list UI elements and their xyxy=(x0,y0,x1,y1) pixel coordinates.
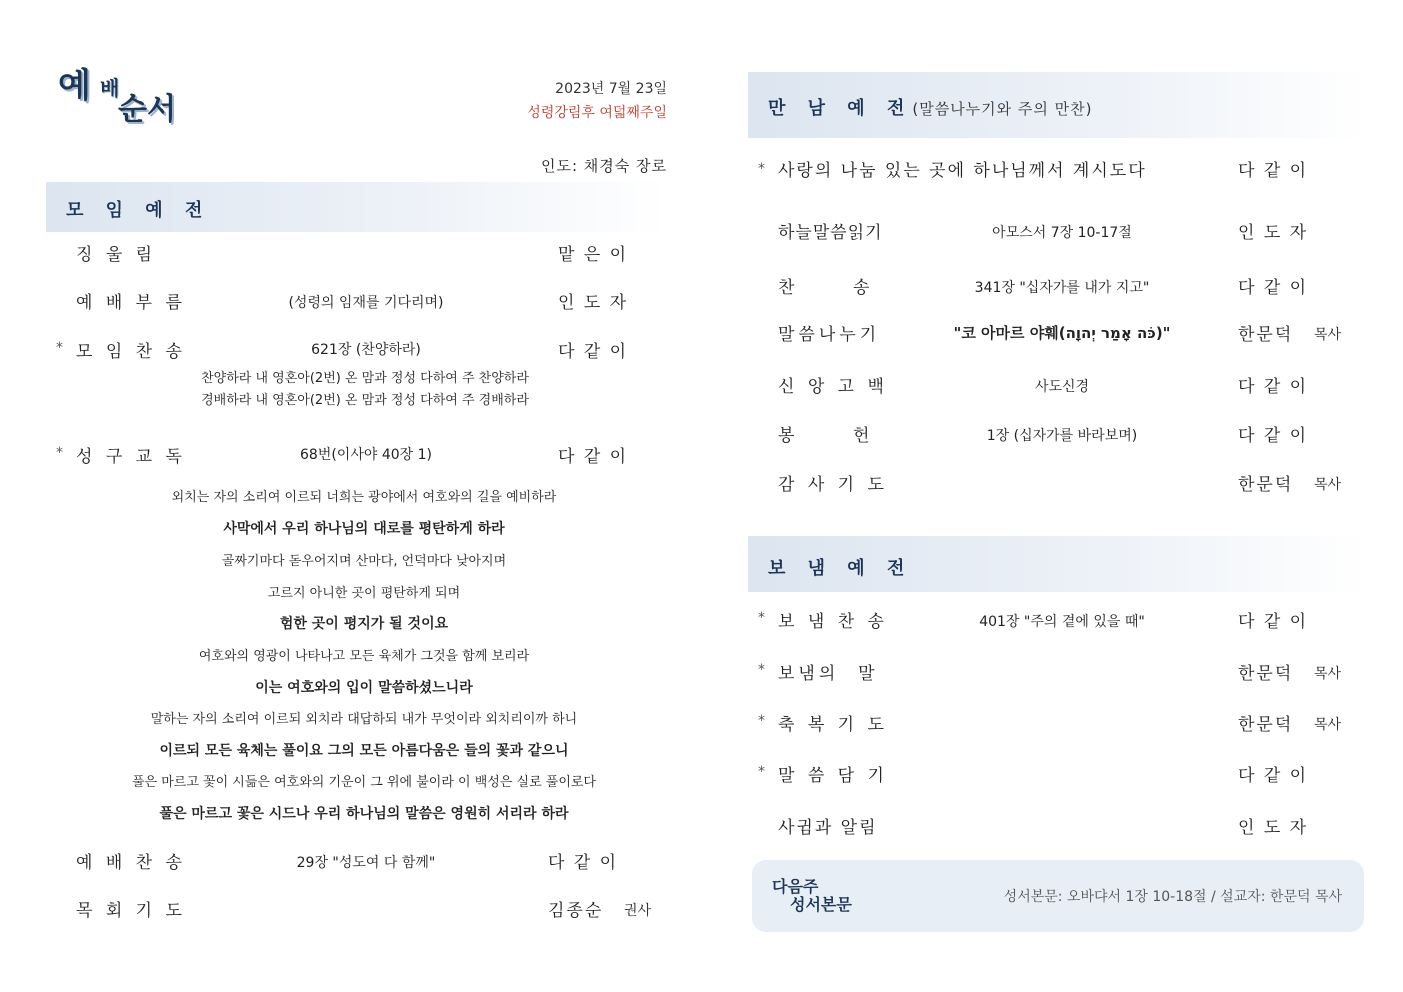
row-person: 다 같 이 xyxy=(1238,426,1309,446)
row-person-title: 목사 xyxy=(1314,666,1342,682)
row-label: 징 울 림 xyxy=(76,245,157,265)
reading-line: 고르지 아니한 곳이 평탄하게 되며 xyxy=(267,586,461,601)
row-person: 다 같 이 xyxy=(1238,612,1309,632)
logo-text-2: 순서 xyxy=(118,92,176,127)
row-label: 보 냄 찬 송 xyxy=(778,612,888,632)
row-label: 봉 헌 xyxy=(778,426,871,446)
row-person: 한문덕 xyxy=(1238,664,1294,684)
next-week-scripture: 성서본문: 오바댜서 1장 10-18절 / 설교자: 한문덕 목사 xyxy=(1003,889,1342,905)
row-person: 한문덕 xyxy=(1238,475,1294,495)
order-row xyxy=(752,320,1372,350)
reading-line: 풀은 마르고 꽃은 시드나 우리 하나님의 말씀은 영원히 서리라 하라 xyxy=(159,806,569,822)
reading-line: 외치는 자의 소리여 이르되 너희는 광야에서 여호와의 길을 예비하라 xyxy=(171,490,557,505)
lyric-line: 경배하라 내 영혼아(2번) 온 맘과 정성 다하여 주 경배하라 xyxy=(201,393,529,408)
section-title: 모 임 예 전 xyxy=(66,200,211,221)
row-label: 예 배 부 름 xyxy=(76,293,186,313)
order-row xyxy=(752,813,1372,843)
service-leader: 인도: 채경숙 장로 xyxy=(540,157,667,175)
order-row xyxy=(752,710,1372,740)
row-detail: 29장 "성도여 다 함께" xyxy=(296,855,436,871)
logo-text-1: 예 xyxy=(58,66,93,106)
row-detail: 1장 (십자가를 바라보며) xyxy=(986,428,1138,444)
standing-mark: * xyxy=(56,445,63,461)
row-person: 다 같 이 xyxy=(558,342,629,362)
row-person: 인 도 자 xyxy=(558,293,629,313)
next-week-label: 다음주 xyxy=(772,877,819,896)
order-row xyxy=(46,848,682,878)
row-detail: 341장 "십자가를 내가 지고" xyxy=(974,280,1150,296)
reading-line: 이르되 모든 육체는 풀이요 그의 모든 아름다움은 들의 꽃과 같으니 xyxy=(159,743,569,759)
standing-mark: * xyxy=(758,713,765,729)
row-person: 김종순 xyxy=(548,901,604,921)
row-label: 사귐과 알림 xyxy=(778,818,878,838)
reading-line: 말하는 자의 소리여 이르되 외치라 대답하되 내가 무엇이라 외치리이까 하니 xyxy=(150,712,578,727)
order-row xyxy=(752,156,1372,186)
row-person: 한문덕 xyxy=(1238,715,1294,735)
order-row xyxy=(752,607,1372,637)
section-title: 보 냄 예 전 xyxy=(768,558,913,579)
row-person-title: 목사 xyxy=(1314,327,1342,343)
section-sending-header xyxy=(748,536,1368,592)
next-week-scripture-box xyxy=(752,860,1364,932)
order-of-worship-logo xyxy=(58,58,198,128)
order-row xyxy=(752,761,1372,791)
row-label: 말 씀 담 기 xyxy=(778,766,888,786)
order-row xyxy=(752,273,1372,303)
order-row xyxy=(752,372,1372,402)
row-person: 인 도 자 xyxy=(1238,223,1309,243)
row-person: 다 같 이 xyxy=(1238,161,1309,181)
reading-line: 골짜기마다 돋우어지며 산마다, 언덕마다 낮아지며 xyxy=(221,554,507,569)
order-row xyxy=(46,442,682,472)
order-row xyxy=(752,659,1372,689)
reading-line: 험한 곳이 평지가 될 것이요 xyxy=(279,616,449,632)
row-detail: 사도신경 xyxy=(1034,379,1090,395)
reading-line: 사막에서 우리 하나님의 대로를 평탄하게 하라 xyxy=(223,521,505,537)
row-person: 다 같 이 xyxy=(1238,766,1309,786)
row-label: 성 구 교 독 xyxy=(76,447,186,467)
standing-mark: * xyxy=(758,764,765,780)
row-person: 맡 은 이 xyxy=(558,245,629,265)
row-person-title: 권사 xyxy=(624,903,652,919)
row-detail: 68번(이사야 40장 1) xyxy=(300,447,432,463)
row-person-title: 목사 xyxy=(1314,717,1342,733)
row-detail: 아모스서 7장 10-17절 xyxy=(992,225,1132,241)
standing-mark: * xyxy=(758,161,765,177)
order-row xyxy=(46,896,682,926)
order-row xyxy=(46,337,682,367)
section-gathering-header xyxy=(46,182,666,232)
row-label: 축 복 기 도 xyxy=(778,715,888,735)
section-subtitle: (말씀나누기와 주의 만찬) xyxy=(912,100,1093,118)
service-date: 2023년 7월 23일 xyxy=(555,81,667,97)
row-person: 다 같 이 xyxy=(558,447,629,467)
row-label: 신 앙 고 백 xyxy=(778,377,888,397)
scripture-label: 성서본문 xyxy=(790,895,852,914)
order-row xyxy=(752,470,1372,500)
standing-mark: * xyxy=(758,610,765,626)
row-label: 하늘말씀읽기 xyxy=(778,223,883,243)
order-row xyxy=(46,240,682,270)
hymn-lyrics xyxy=(150,368,580,412)
row-label: 목 회 기 도 xyxy=(76,901,186,921)
row-label: 모 임 찬 송 xyxy=(76,342,186,362)
section-title xyxy=(768,94,1093,120)
section-meeting-header xyxy=(748,72,1368,138)
row-label: 감 사 기 도 xyxy=(778,475,888,495)
row-label: 말씀나누기 xyxy=(778,325,881,345)
row-detail: "코 아마르 야훼(כֹּה אָמַר יְהוָה)" xyxy=(953,324,1171,342)
liturgical-season: 성령강림후 여덟째주일 xyxy=(527,105,667,121)
row-detail: (성령의 임재를 기다리며) xyxy=(288,295,444,311)
row-person: 다 같 이 xyxy=(1238,377,1309,397)
reading-line: 여호와의 영광이 나타나고 모든 육체가 그것을 함께 보리라 xyxy=(198,649,530,664)
row-detail: 401장 "주의 곁에 있을 때" xyxy=(979,614,1145,630)
order-row xyxy=(752,218,1372,248)
row-label: 사랑의 나눔 있는 곳에 하나님께서 계시도다 xyxy=(778,161,1147,181)
standing-mark: * xyxy=(56,340,63,356)
row-detail: 621장 (찬양하라) xyxy=(311,342,421,358)
order-row xyxy=(752,421,1372,451)
section-title-text: 만 남 예 전 xyxy=(768,98,913,119)
row-label: 찬 송 xyxy=(778,278,871,298)
row-label: 예 배 찬 송 xyxy=(76,853,186,873)
standing-mark: * xyxy=(758,662,765,678)
lyric-line: 찬양하라 내 영혼아(2번) 온 맘과 정성 다하여 주 찬양하라 xyxy=(201,371,529,386)
row-person: 인 도 자 xyxy=(1238,818,1309,838)
order-row xyxy=(46,288,682,318)
row-person: 다 같 이 xyxy=(1238,278,1309,298)
reading-line: 이는 여호와의 입이 말씀하셨느니라 xyxy=(255,680,473,696)
reading-line: 풀은 마르고 꽃이 시듦은 여호와의 기운이 그 위에 불이라 이 백성은 실로 풀이로다 xyxy=(131,775,596,790)
row-person-title: 목사 xyxy=(1314,477,1342,493)
row-person: 한문덕 xyxy=(1238,325,1294,345)
logo-text-1b: 배 xyxy=(100,76,120,100)
row-label: 보냄의 말 xyxy=(778,664,879,684)
row-person: 다 같 이 xyxy=(548,853,619,873)
